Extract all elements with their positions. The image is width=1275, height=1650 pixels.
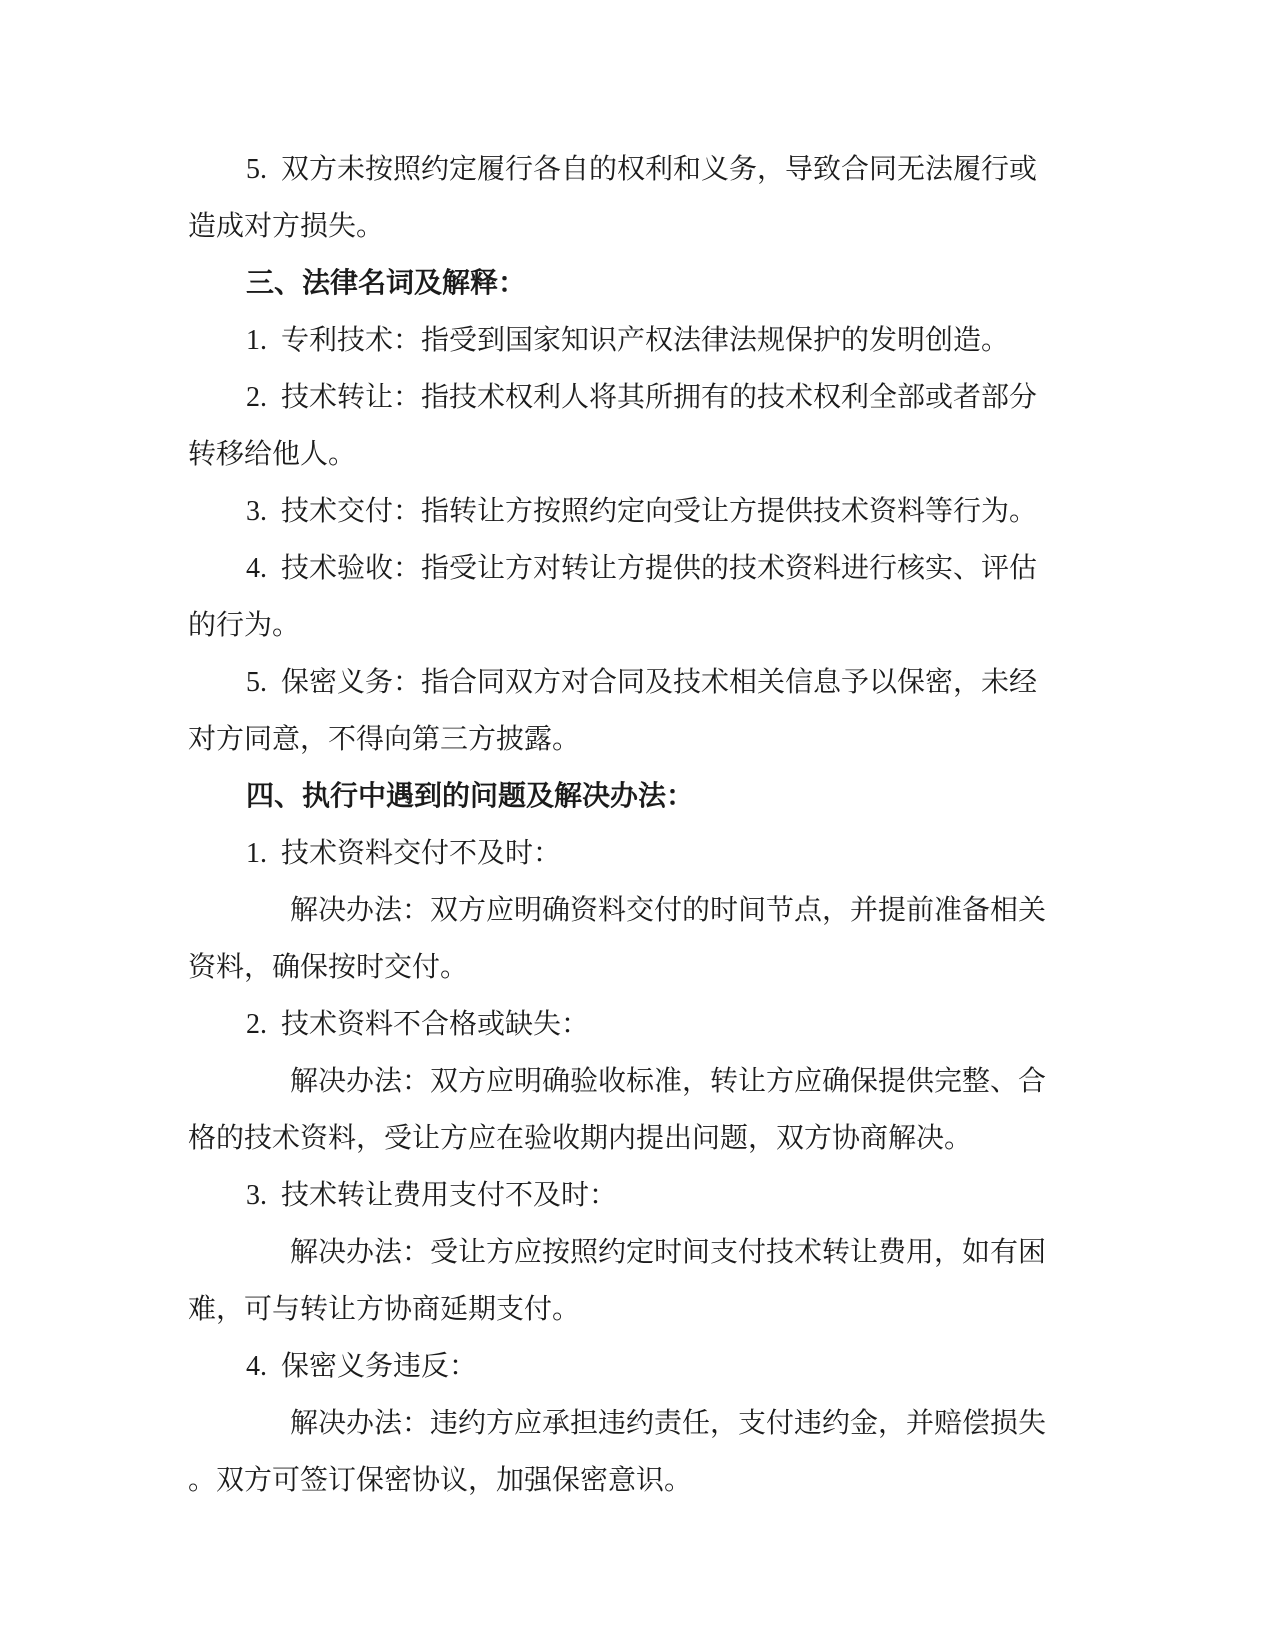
doc-line-19: 3. 技术转让费用支付不及时： bbox=[246, 1180, 618, 1211]
doc-line-21: 难，可与转让方协商延期支付。 bbox=[188, 1294, 581, 1325]
doc-line-24: 。双方可签订保密协议，加强保密意识。 bbox=[188, 1465, 693, 1496]
doc-line-1: 5. 双方未按照约定履行各自的权利和义务，导致合同无法履行或 bbox=[246, 154, 1038, 185]
doc-line-20: 解决办法：受让方应按照约定时间支付技术转让费用，如有困 bbox=[290, 1237, 1047, 1268]
doc-line-9: 的行为。 bbox=[188, 610, 301, 641]
doc-line-13: 1. 技术资料交付不及时： bbox=[246, 838, 562, 869]
doc-line-5: 2. 技术转让：指技术权利人将其所拥有的技术权利全部或者部分 bbox=[246, 382, 1038, 413]
doc-line-16: 2. 技术资料不合格或缺失： bbox=[246, 1009, 590, 1040]
doc-line-23: 解决办法：违约方应承担违约责任，支付违约金，并赔偿损失 bbox=[290, 1408, 1047, 1439]
doc-line-10: 5. 保密义务：指合同双方对合同及技术相关信息予以保密，未经 bbox=[246, 667, 1038, 698]
doc-line-15: 资料，确保按时交付。 bbox=[188, 952, 469, 983]
doc-line-2: 造成对方损失。 bbox=[188, 211, 385, 242]
doc-line-17: 解决办法：双方应明确验收标准，转让方应确保提供完整、合 bbox=[290, 1066, 1047, 1097]
doc-line-14: 解决办法：双方应明确资料交付的时间节点，并提前准备相关 bbox=[290, 895, 1047, 926]
doc-line-7: 3. 技术交付：指转让方按照约定向受让方提供技术资料等行为。 bbox=[246, 496, 1038, 527]
doc-line-18: 格的技术资料，受让方应在验收期内提出问题，双方协商解决。 bbox=[188, 1123, 973, 1154]
doc-line-6: 转移给他人。 bbox=[188, 439, 357, 470]
section-heading-legal-terms: 三、法律名词及解释： bbox=[246, 268, 527, 299]
doc-line-22: 4. 保密义务违反： bbox=[246, 1351, 478, 1382]
doc-line-4: 1. 专利技术：指受到国家知识产权法律法规保护的发明创造。 bbox=[246, 325, 1010, 356]
doc-line-11: 对方同意，不得向第三方披露。 bbox=[188, 724, 581, 755]
section-heading-execution-issues: 四、执行中遇到的问题及解决办法： bbox=[246, 781, 695, 812]
doc-line-8: 4. 技术验收：指受让方对转让方提供的技术资料进行核实、评估 bbox=[246, 553, 1038, 584]
